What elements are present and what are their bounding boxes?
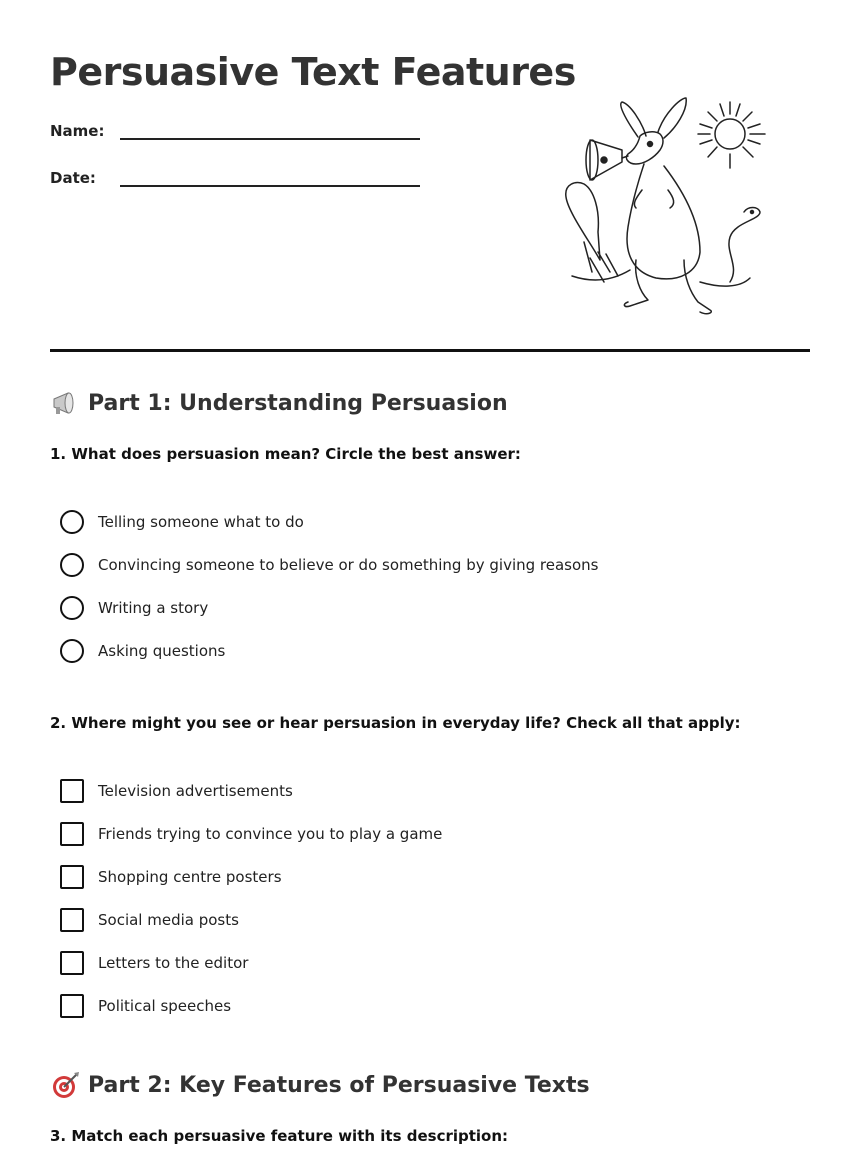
q1-option-1[interactable] [60,510,304,534]
checkbox[interactable] [60,908,84,932]
checkbox[interactable] [60,822,84,846]
question-3: 3. Match each persuasive feature with its description: [50,1127,509,1145]
option-label: Letters to the editor [98,954,249,972]
question-1: 1. What does persuasion mean? Circle the best answer: [50,445,521,463]
option-label: Shopping centre posters [98,868,282,886]
checkbox[interactable] [60,865,84,889]
q1-option-2[interactable] [60,553,598,577]
q2-option-6[interactable] [60,994,231,1018]
name-line[interactable] [120,120,420,140]
part1-heading [50,388,508,418]
kangaroo-megaphone-illustration [560,92,770,318]
radio-circle[interactable] [60,510,84,534]
section-divider [50,349,810,352]
radio-circle[interactable] [60,639,84,663]
sun-icon [698,102,765,168]
q2-option-3[interactable] [60,865,282,889]
q2-option-1[interactable] [60,779,293,803]
name-field [50,120,420,140]
q2-option-5[interactable] [60,951,248,975]
worksheet-title: Persuasive Text Features [50,50,576,94]
option-label: Writing a story [98,599,209,617]
date-field [50,167,420,187]
q1-option-3[interactable] [60,596,208,620]
option-label: Political speeches [98,997,232,1015]
option-label: Friends trying to convince you to play a game [98,825,443,843]
checkbox[interactable] [60,779,84,803]
name-label: Name: [50,122,105,140]
q2-option-2[interactable] [60,822,442,846]
q1-option-4[interactable] [60,639,225,663]
q2-option-4[interactable] [60,908,239,932]
option-label: Telling someone what to do [98,513,304,531]
part1-heading-text: Part 1: Understanding Persuasion [88,390,508,416]
target-icon [50,1070,80,1100]
part2-heading [50,1070,590,1100]
date-line[interactable] [120,167,420,187]
date-label: Date: [50,169,96,187]
question-2: 2. Where might you see or hear persuasion in everyday life? Check all that apply: [50,714,741,732]
checkbox[interactable] [60,951,84,975]
part2-heading-text: Part 2: Key Features of Persuasive Texts [88,1072,590,1098]
radio-circle[interactable] [60,596,84,620]
option-label: Convincing someone to believe or do something by giving reasons [98,556,599,574]
megaphone-icon [50,388,80,418]
option-label: Television advertisements [98,782,293,800]
checkbox[interactable] [60,994,84,1018]
radio-circle[interactable] [60,553,84,577]
option-label: Asking questions [98,642,226,660]
option-label: Social media posts [98,911,239,929]
